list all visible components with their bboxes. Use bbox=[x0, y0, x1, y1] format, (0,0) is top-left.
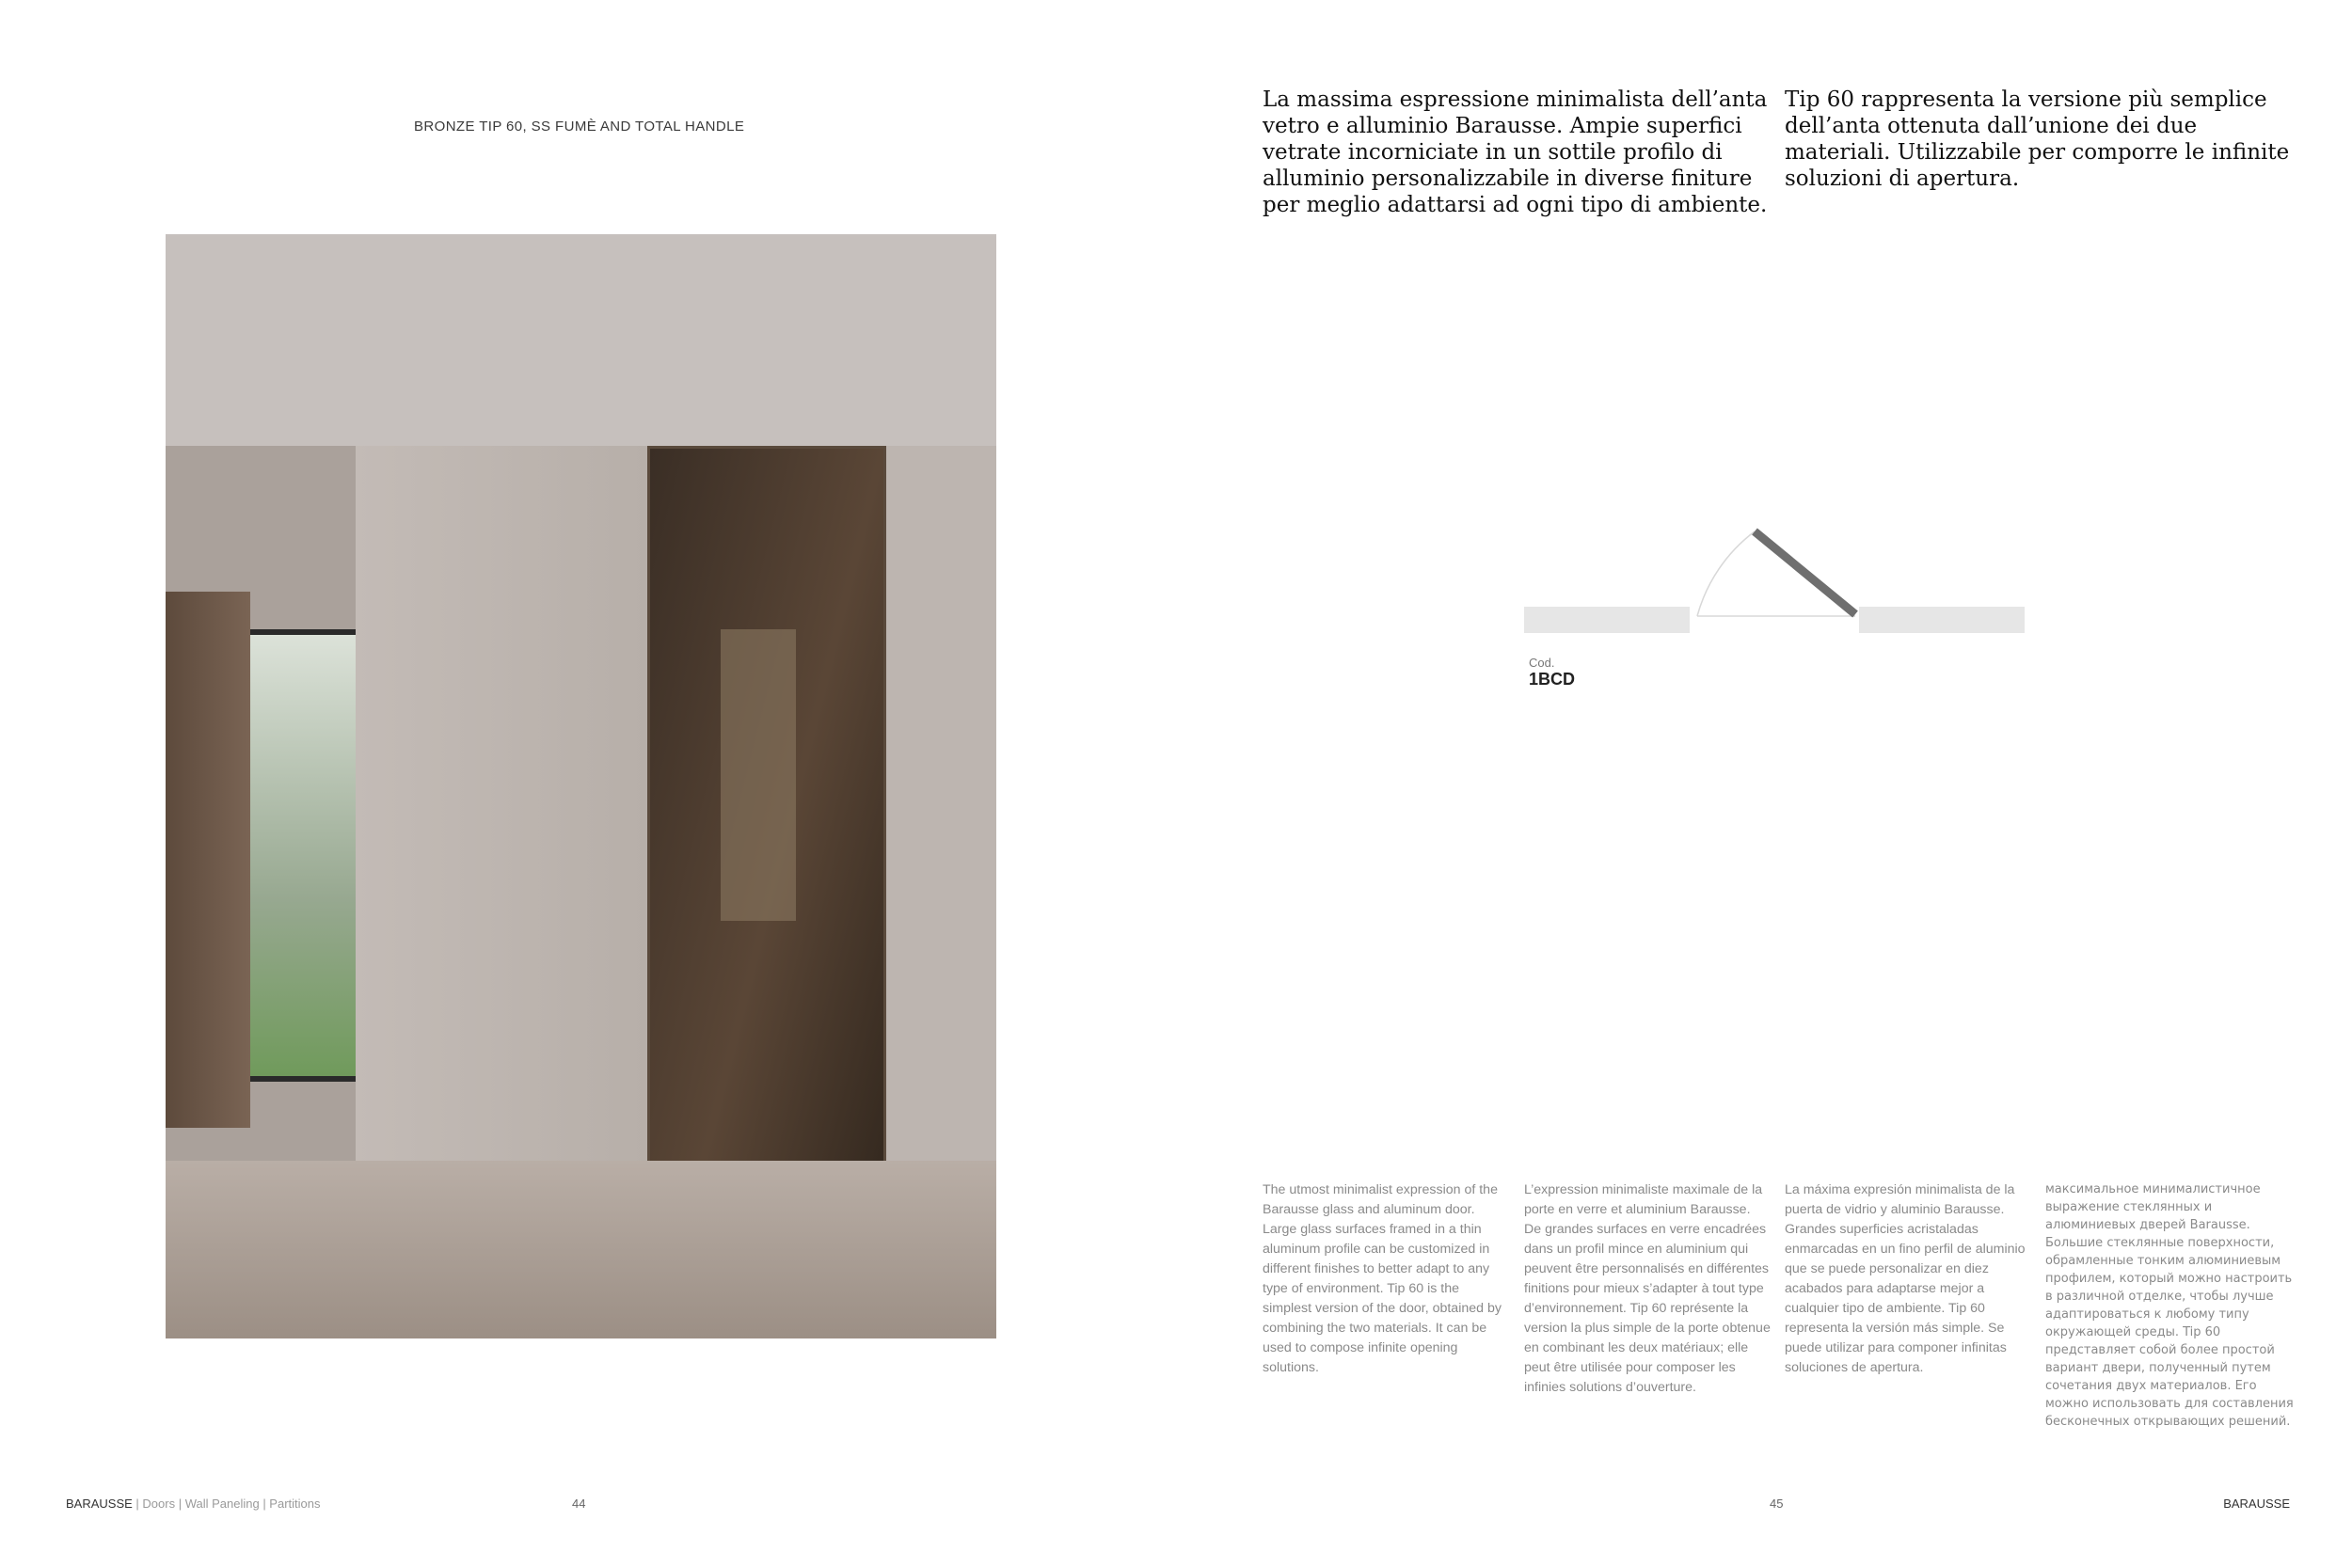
code-value: 1BCD bbox=[1529, 670, 1576, 689]
page-number-right: 45 bbox=[1770, 1497, 1784, 1511]
text-spanish: La máxima expresión minimalista de la puerta de vidrio y aluminio Barausse. Grandes superficies acristaladas enmarcadas en un fino perfil de aluminio que se puede personalizar en diez acabados para adaptarse mejor a cualquier tipo de ambiente. Tip 60 representa la versión más simple. Se puede utilizar para componer infinitas soluciones de apertura. bbox=[1785, 1182, 2026, 1375]
door-leaf bbox=[1755, 531, 1855, 614]
footer-left bbox=[66, 1497, 321, 1511]
photo-caption: BRONZE TIP 60, SS FUMÈ AND TOTAL HANDLE bbox=[414, 119, 745, 135]
footer-brand-right: BARAUSSE bbox=[2223, 1497, 2290, 1511]
code-label: Cod. bbox=[1529, 656, 1555, 670]
interior-photo bbox=[166, 234, 996, 1338]
swing-arc bbox=[1697, 531, 1755, 616]
text-russian: максимальное минималистичное выражение стеклянных и алюминиевых дверей Barausse. Большие стеклянные поверхности, обрамленные тонким алюминиевым профилем, который можно настроить в различной отделке, чтобы лучше адаптироваться к любому типу окружающей среды. Tip 60 представляет собой более простой вариант двери, полученный путем сочетания двух материалов. Его можно использовать для составления бесконечных открывающих решений. bbox=[2045, 1182, 2294, 1429]
footer-sections: Doors | Wall Paneling | Partitions bbox=[142, 1497, 321, 1511]
door-opening-diagram bbox=[1524, 522, 2032, 644]
footer-separator: | bbox=[132, 1497, 143, 1511]
wall-right bbox=[1859, 607, 2025, 633]
wall-left bbox=[1524, 607, 1690, 633]
text-english: The utmost minimalist expression of the Barausse glass and aluminum door. Large glass surfaces framed in a thin aluminum profile can be customized in different finishes to better adapt to any type of environment. Tip 60 is the simplest version of the door, obtained by combining the two materials. It can be used to compose infinite opening solutions. bbox=[1263, 1182, 1502, 1375]
footer-brand: BARAUSSE bbox=[66, 1497, 133, 1511]
intro-tip60: Tip 60 rappresenta la versione più semplice dell’anta ottenuta dall’unione dei due materiali. Utilizzabile per comporre le infinite soluzioni di apertura. bbox=[1785, 87, 2290, 191]
text-french: L’expression minimaliste maximale de la porte en verre et aluminium Barausse. De grandes surfaces en verre encadrées dans un profil mince en aluminium qui peuvent être personnalisés en différentes finitions pour mieux s’adapter à tout type d’environnement. Tip 60 représente la version la plus simple de la porte obtenue en combinant les deux matériaux; elle peut être utilisée pour composer les infinies solutions d’ouverture. bbox=[1524, 1182, 1771, 1395]
page-number-left: 44 bbox=[572, 1497, 586, 1511]
intro-italian: La massima espressione minimalista dell’anta vetro e alluminio Barausse. Ampie superfici vetrate incorniciate in un sottile profilo di alluminio personalizzabile in diverse finiture per meglio adattarsi ad ogni tipo di ambiente. bbox=[1263, 87, 1768, 217]
